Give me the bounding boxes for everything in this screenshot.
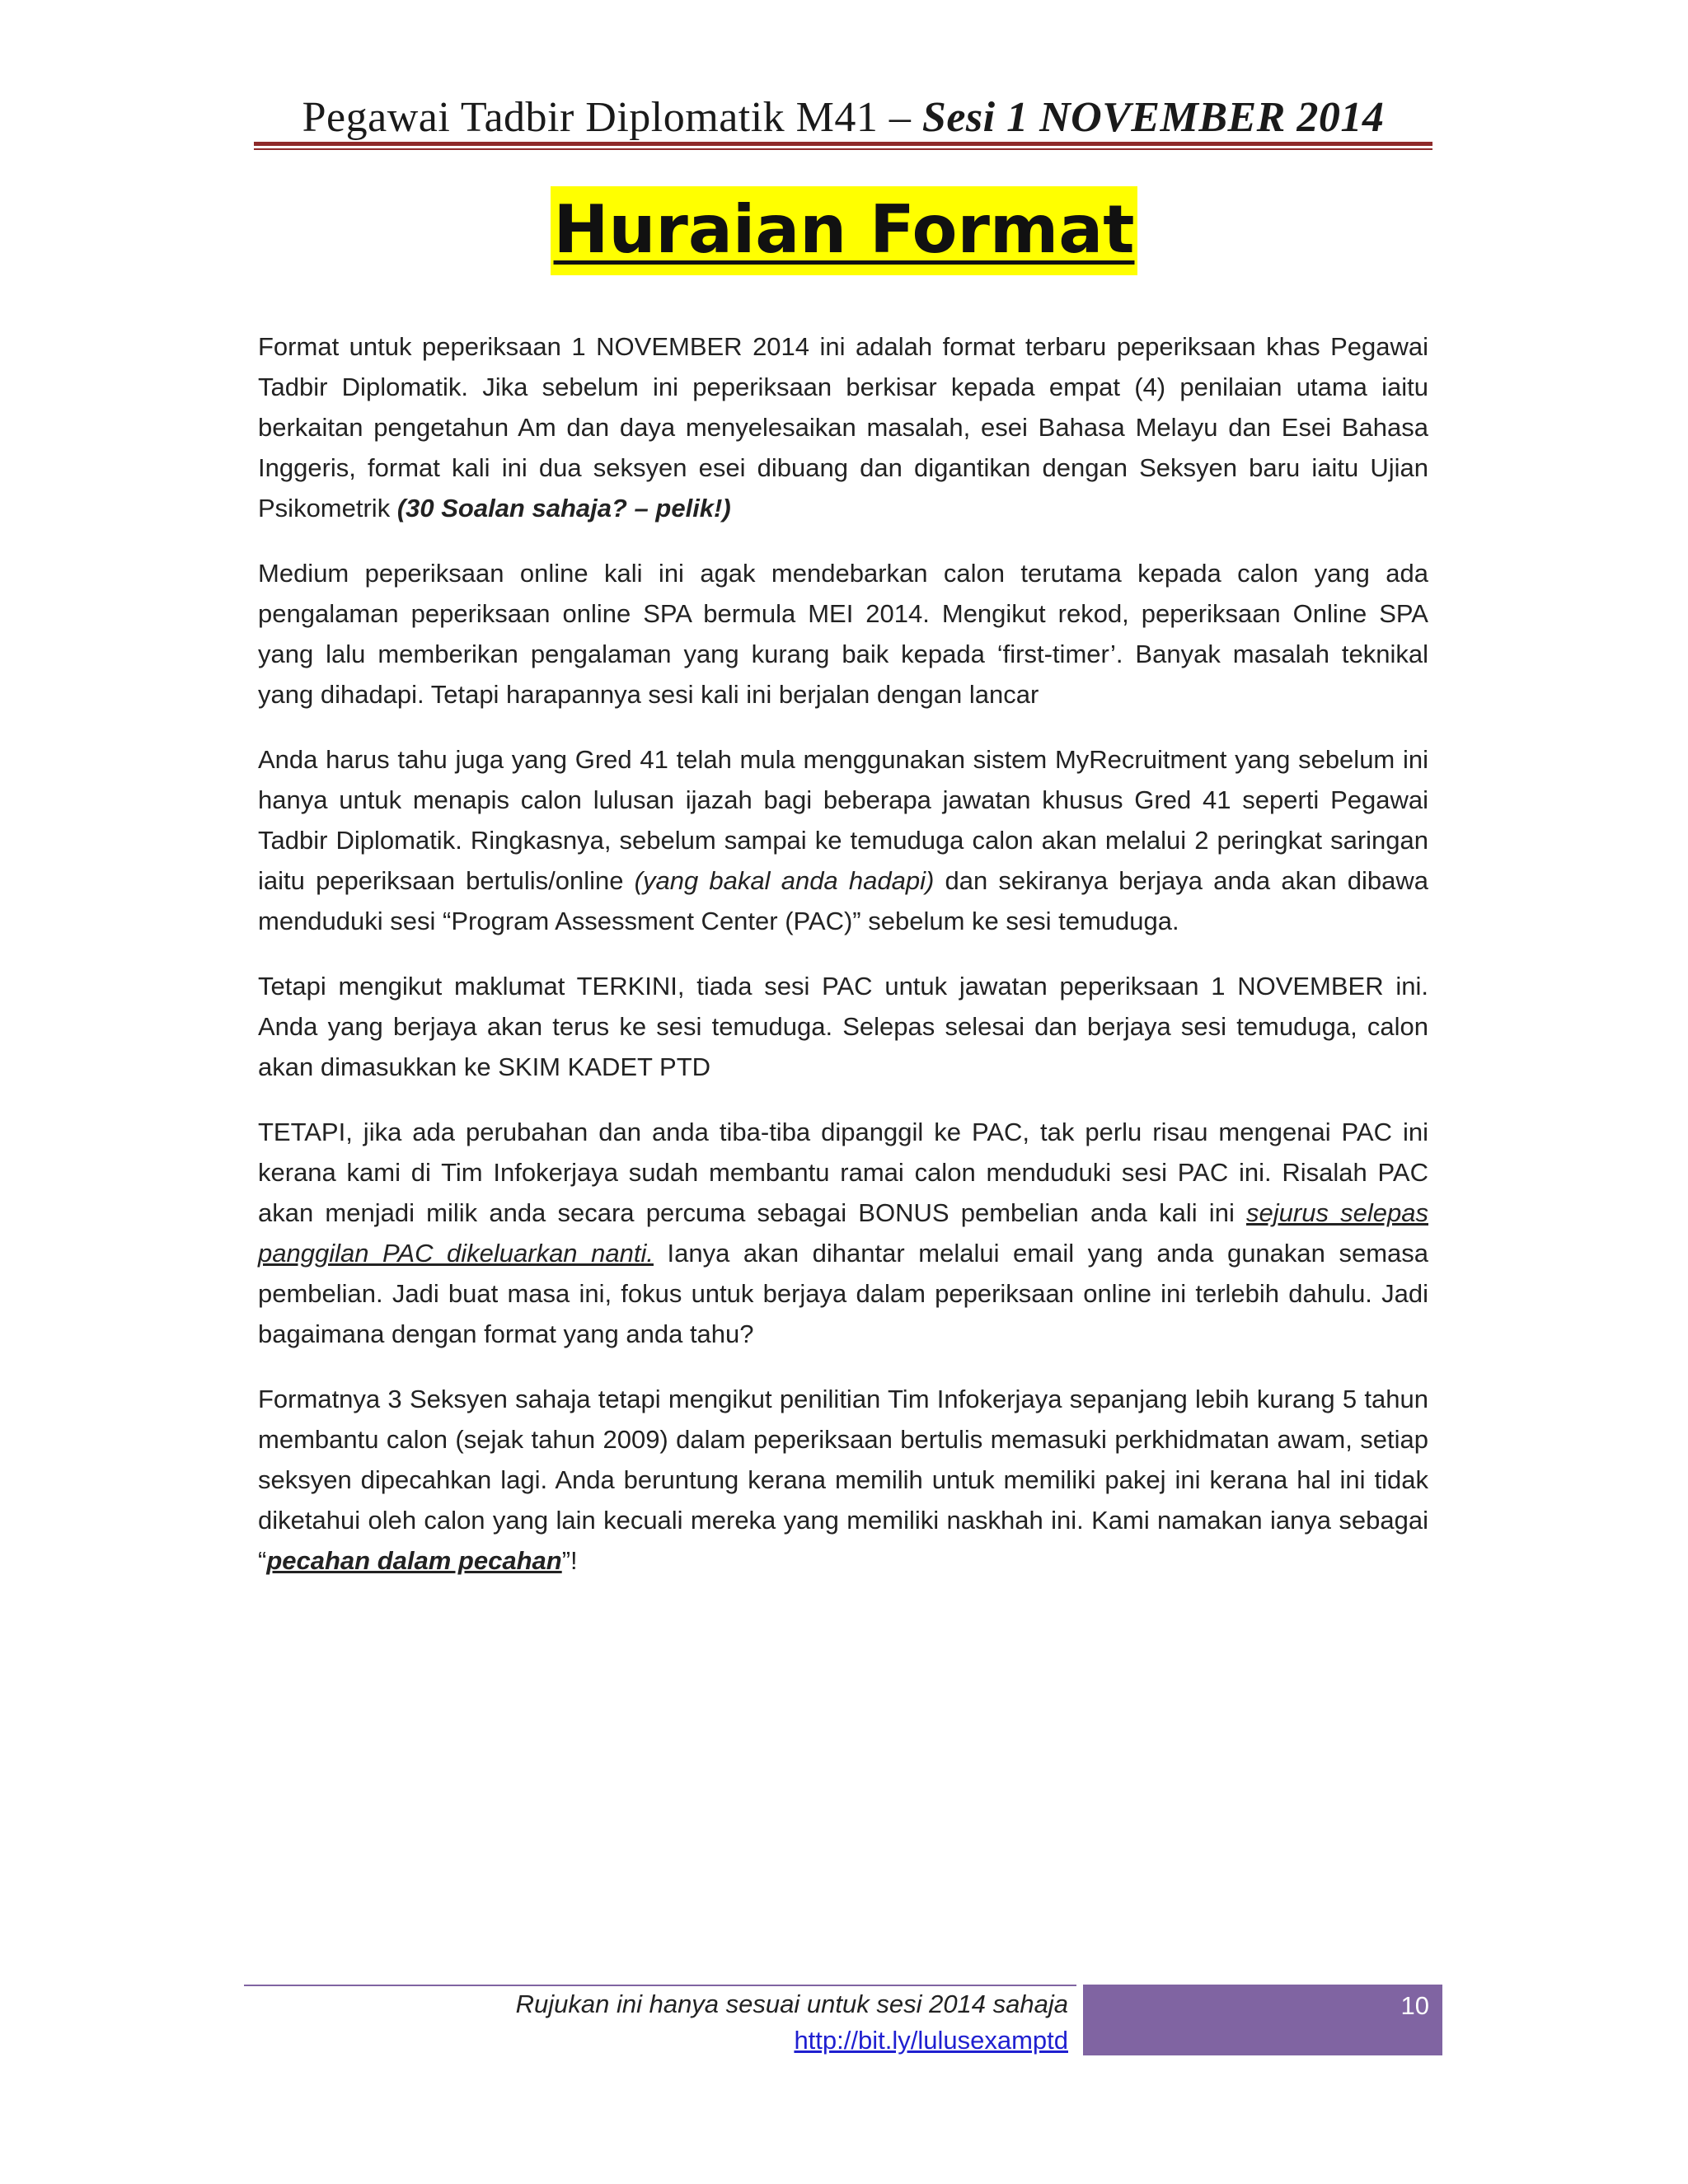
paragraph-6-emphasis: pecahan dalam pecahan xyxy=(266,1546,562,1575)
footer-link[interactable]: http://bit.ly/lulusexamptd xyxy=(794,2026,1068,2055)
paragraph-6-text-before: Formatnya 3 Seksyen sahaja tetapi mengikut penilitian Tim Infokerjaya sepanjang lebih kurang 5 tahun membantu calon (sejak tahun 2009) dalam peperiksaan bertulis memasuki perkhidmatan awam, setiap seksyen dipecahkan lagi. Anda beruntung kerana memilih untuk memiliki pakej ini kerana hal ini tidak diketahui oleh calon yang lain kecuali mereka yang memiliki naskhah ini. Kami namakan ianya sebagai “ xyxy=(258,1385,1428,1575)
paragraph-3-italic: (yang bakal anda hadapi) xyxy=(634,866,935,895)
page-header xyxy=(254,89,1432,147)
paragraph-5 xyxy=(258,1112,1428,1354)
paragraph-1-emphasis: (30 Soalan sahaja? – pelik!) xyxy=(396,494,731,523)
header-divider xyxy=(254,142,1432,146)
paragraph-1 xyxy=(258,326,1428,528)
paragraph-5-text-after: Ianya akan dihantar melalui email yang anda gunakan semasa pembelian. Jadi buat masa ini, fokus untuk berjaya dalam peperiksaan online ini terlebih dahulu. Jadi bagaimana dengan format yang anda tahu? xyxy=(258,1239,1428,1348)
paragraph-3-text-before: Anda harus tahu juga yang Gred 41 telah mula menggunakan sistem MyRecruitment yang sebelum ini hanya untuk menapis calon lulusan ijazah bagi beberapa jawatan khusus Gred 41 seperti Pegawai Tadbir Diplomatik. Ringkasnya, sebelum sampai ke temuduga calon akan melalui 2 peringkat saringan iaitu peperiksaan bertulis/online xyxy=(258,745,1428,895)
paragraph-3-text-after: dan sekiranya berjaya anda akan dibawa menduduki sesi “Program Assessment Center (PAC)” sebelum ke sesi temuduga. xyxy=(258,866,1428,935)
header-divider-thin xyxy=(254,148,1432,150)
paragraph-5-text-before: TETAPI, jika ada perubahan dan anda tiba-tiba dipanggil ke PAC, tak perlu risau mengenai PAC ini kerana kami di Tim Infokerjaya sudah membantu ramai calon menduduki sesi PAC ini. Risalah PAC akan menjadi milik anda secara percuma sebagai BONUS pembelian anda kali ini xyxy=(258,1118,1428,1227)
page-number: 10 xyxy=(1400,1991,1429,2020)
paragraph-2-text: Medium peperiksaan online kali ini agak mendebarkan calon terutama kepada calon yang ada pengalaman peperiksaan online SPA bermula MEI 2014. Mengikut rekod, peperiksaan Online SPA yang lalu memberikan pengalaman yang kurang baik kepada ‘first-timer’. Banyak masalah teknikal yang dihadapi. Tetapi harapannya sesi kali ini berjalan dengan lancar xyxy=(258,559,1428,709)
paragraph-5-italic-underline: sejurus selepas panggilan PAC dikeluarkan nanti. xyxy=(258,1198,1428,1268)
footer xyxy=(244,1986,1068,2059)
section-title: Huraian Format xyxy=(551,186,1138,275)
section-title-container xyxy=(0,186,1688,275)
paragraph-4 xyxy=(258,966,1428,1087)
paragraph-1-text: Format untuk peperiksaan 1 NOVEMBER 2014 ini adalah format terbaru peperiksaan khas Pegawai Tadbir Diplomatik. Jika sebelum ini peperiksaan berkisar kepada empat (4) penilaian utama iaitu berkaitan pengetahun Am dan daya menyelesaikan masalah, esei Bahasa Melayu dan Esei Bahasa Inggeris, format kali ini dua seksyen esei dibuang dan digantikan dengan Seksyen baru iaitu Ujian Psikometrik xyxy=(258,332,1428,523)
paragraph-4-text: Tetapi mengikut maklumat TERKINI, tiada sesi PAC untuk jawatan peperiksaan 1 NOVEMBER ini. Anda yang berjaya akan terus ke sesi temuduga. Selepas selesai dan berjaya sesi temuduga, calon akan dimasukkan ke SKIM KADET PTD xyxy=(258,972,1428,1081)
header-session: Sesi 1 NOVEMBER 2014 xyxy=(921,94,1385,141)
paragraph-2 xyxy=(258,553,1428,715)
paragraph-6-text-after: ”! xyxy=(561,1546,578,1575)
paragraph-6 xyxy=(258,1379,1428,1581)
page-number-box xyxy=(1083,1985,1442,2055)
header-title: Pegawai Tadbir Diplomatik M41 – xyxy=(302,94,922,141)
footer-note: Rujukan ini hanya sesuai untuk sesi 2014 sahaja xyxy=(515,1990,1068,2018)
paragraph-3 xyxy=(258,739,1428,941)
document-body xyxy=(258,326,1428,1605)
